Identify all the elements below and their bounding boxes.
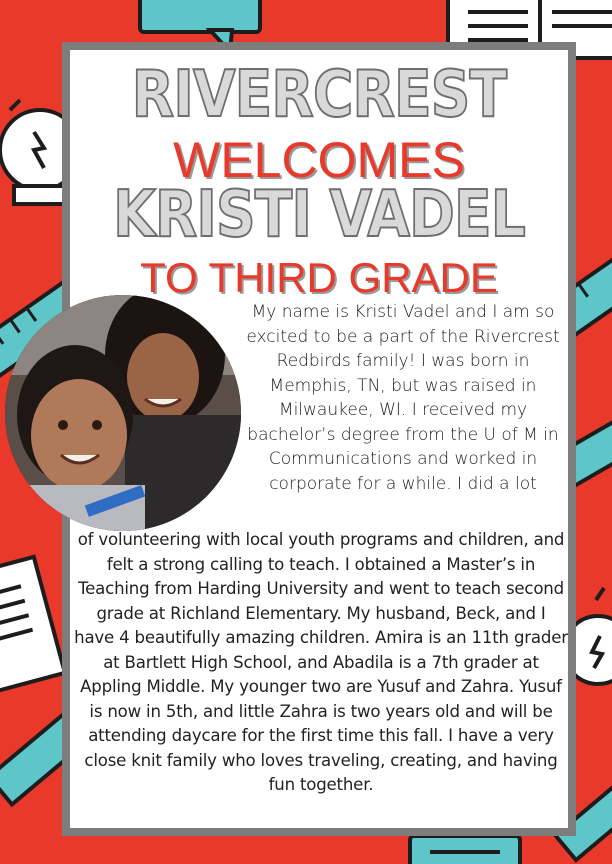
- school-name-heading: RIVERCREST: [131, 58, 507, 132]
- teacher-name-heading: KRISTI VADEL: [113, 178, 525, 252]
- speech-bubble-icon: [410, 836, 520, 864]
- bio-continued-text: of volunteering with local youth programs and children, and felt a strong calling to teach. I obtained a Master’s in Teaching from Harding University and went to teach second grade at Richland Elementary. My husband, Beck, and I have 4 beautifully amazing children. Amira is an 11th grader at Bartlett High School, and Abadila is a 7th grader at Appling Middle. My younger two are Yusuf and Zahra. Yusuf is now in 5th, and little Zahra is two years old and will be attending daycare for the first time this fall. I have a very close knit family who loves traveling, creating, and having fun together.: [74, 530, 568, 794]
- teacher-photo: [5, 295, 241, 531]
- bio-intro-text: My name is Kristi Vadel and I am so excited to be a part of the Rivercrest Redbirds family! I was born in Memphis, TN, but was raised in Milwaukee, WI. I received my bachelor’s degree from the U of M in Communications and worked in corporate for a while. I did a lot: [246, 302, 560, 494]
- book-icon: [0, 557, 65, 696]
- grade-heading: TO THIRD GRADE: [140, 254, 498, 301]
- welcomes-heading: WELCOMES: [173, 132, 465, 188]
